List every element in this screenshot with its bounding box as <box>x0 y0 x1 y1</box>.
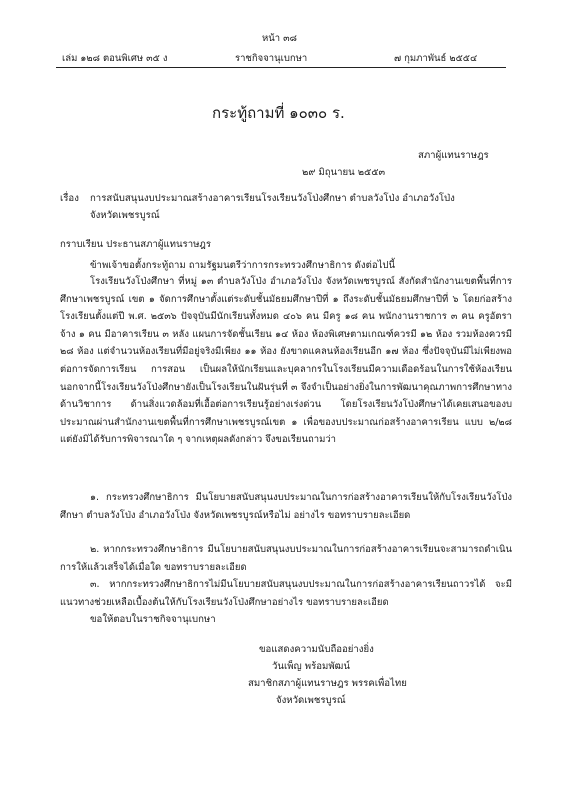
gazette-name: ราชกิจจานุเบกษา <box>235 53 308 64</box>
gazette-date: ๗ กุมภาพันธ์ ๒๕๕๔ <box>394 53 478 64</box>
intro-line: ข้าพเจ้าขอตั้งกระทู้ถาม ถามรัฐมนตรีว่าการกระทรวงศึกษาธิการ ดังต่อไปนี้ <box>90 260 396 271</box>
header-divider <box>56 67 506 68</box>
question-1: ๑. กระทรวงศึกษาธิการ มีนโยบายสนับสนุนงบประมาณในการก่อสร้างอาคารเรียนให้กับโรงเรียนวังโป่งศึกษา ตำบลวังโป่ง อำเภอวังโป่ง จังหวัดเพชรบูรณ์หรือไม่ อย่างไร ขอทราบรายละเอียด <box>60 492 512 521</box>
subject-line-2: จังหวัดเพชรบูรณ์ <box>90 210 160 221</box>
subject-label: เรื่อง <box>60 193 79 204</box>
document-title: กระทู้ถามที่ ๑๐๓๐ ร. <box>212 104 345 122</box>
subject-line-1: การสนับสนุนงบประมาณสร้างอาคารเรียนโรงเรียนวังโป่งศึกษา ตำบลวังโป่ง อำเภอวังโป่ง <box>90 193 455 204</box>
page-number: หน้า ๓๘ <box>262 33 297 44</box>
volume-info: เล่ม ๑๒๘ ตอนพิเศษ ๓๕ ง <box>62 53 168 64</box>
signature-position: สมาชิกสภาผู้แทนราษฎร พรรคเพื่อไทย <box>248 678 407 689</box>
publish-request: ขอให้ตอบในราชกิจจานุเบกษา <box>90 614 216 625</box>
sender: สภาผู้แทนราษฎร <box>418 150 489 161</box>
signature-province: จังหวัดเพชรบูรณ์ <box>276 695 346 706</box>
question-2: ๒. หากกระทรวงศึกษาธิการ มีนโยบายสนับสนุนงบประมาณในการก่อสร้างอาคารเรียนจะสามารถดำเนินการให้แล้วเสร็จได้เมื่อใด ขอทราบรายละเอียด <box>60 544 512 573</box>
salutation: กราบเรียน ประธานสภาผู้แทนราษฎร <box>60 239 212 250</box>
body-paragraph: โรงเรียนวังโป่งศึกษา ที่หมู่ ๑๓ ตำบลวังโป่ง อำเภอวังโป่ง จังหวัดเพชรบูรณ์ สังกัดสำนักงานเขตพื้นที่การศึกษาเพชรบูรณ์ เขต ๑ จัดการศึกษาตั้งแต่ระดับชั้นมัธยมศึกษาปีที่ ๑ ถึงระดับชั้นมัธยมศึกษาปีที่ ๖ โดยก่อสร้างโรงเรียนตั้งแต่ปี พ.ศ. ๒๕๓๖ ปัจจุบันมีนักเรียนทั้งหมด ๔๐๖ คน มีครู ๑๘ คน พนักงานราชการ ๓ คน ครูอัตราจ้าง ๑ คน มีอาคารเรียน ๓ หลัง แผนการจัดชั้นเรียน ๑๔ ห้อง ห้องพิเศษตามเกณฑ์ควรมี ๑๒ ห้อง รวมห้องควรมี ๒๘ ห้อง แต่จำนวนห้องเรียนที่มีอยู่จริงมีเพียง ๑๑ ห้อง ยังขาดแคลนห้องเรียนอีก ๑๗ ห้อง ซึ่งปัจจุบันมีไม่เพียงพอต่อการจัดการเรียน การสอน เป็นผลให้นักเรียนและบุคลากรในโรงเรียนมีความเดือดร้อนในการใช้ห้องเรียน นอกจากนี้โรงเรียนวังโป่งศึกษายังเป็นโรงเรียนในฝันรุ่นที่ ๓ จึงจำเป็นอย่างยิ่งในการพัฒนาคุณภาพการศึกษาทางด้านวิชาการ ด้านสิ่งแวดล้อมที่เอื้อต่อการเรียนรู้อย่างเร่งด่วน โดยโรงเรียนวังโป่งศึกษาได้เคยเสนอของบประมาณผ่านสำนักงานเขตพื้นที่การศึกษาเพชรบูรณ์เขต ๑ เพื่อของบประมาณก่อสร้างอาคารเรียน แบบ ๒/๒๘ แต่ยังมิได้รับการพิจารณาใด ๆ จากเหตุผลดังกล่าว จึงขอเรียนถามว่า <box>60 276 512 446</box>
signature-closing: ขอแสดงความนับถืออย่างยิ่ง <box>259 644 374 655</box>
letter-date: ๒๙ มิถุนายน ๒๕๕๓ <box>302 167 386 178</box>
question-3: ๓. หากกระทรวงศึกษาธิการไม่มีนโยบายสนับสนุนงบประมาณในการก่อสร้างอาคารเรียนถาวรได้ จะมีแนวทางช่วยเหลือเบื้องต้นให้กับโรงเรียนวังโป่งศึกษาอย่างไร ขอทราบรายละเอียด <box>60 579 512 608</box>
signature-name: วันเพ็ญ พร้อมพัฒน์ <box>272 661 350 672</box>
